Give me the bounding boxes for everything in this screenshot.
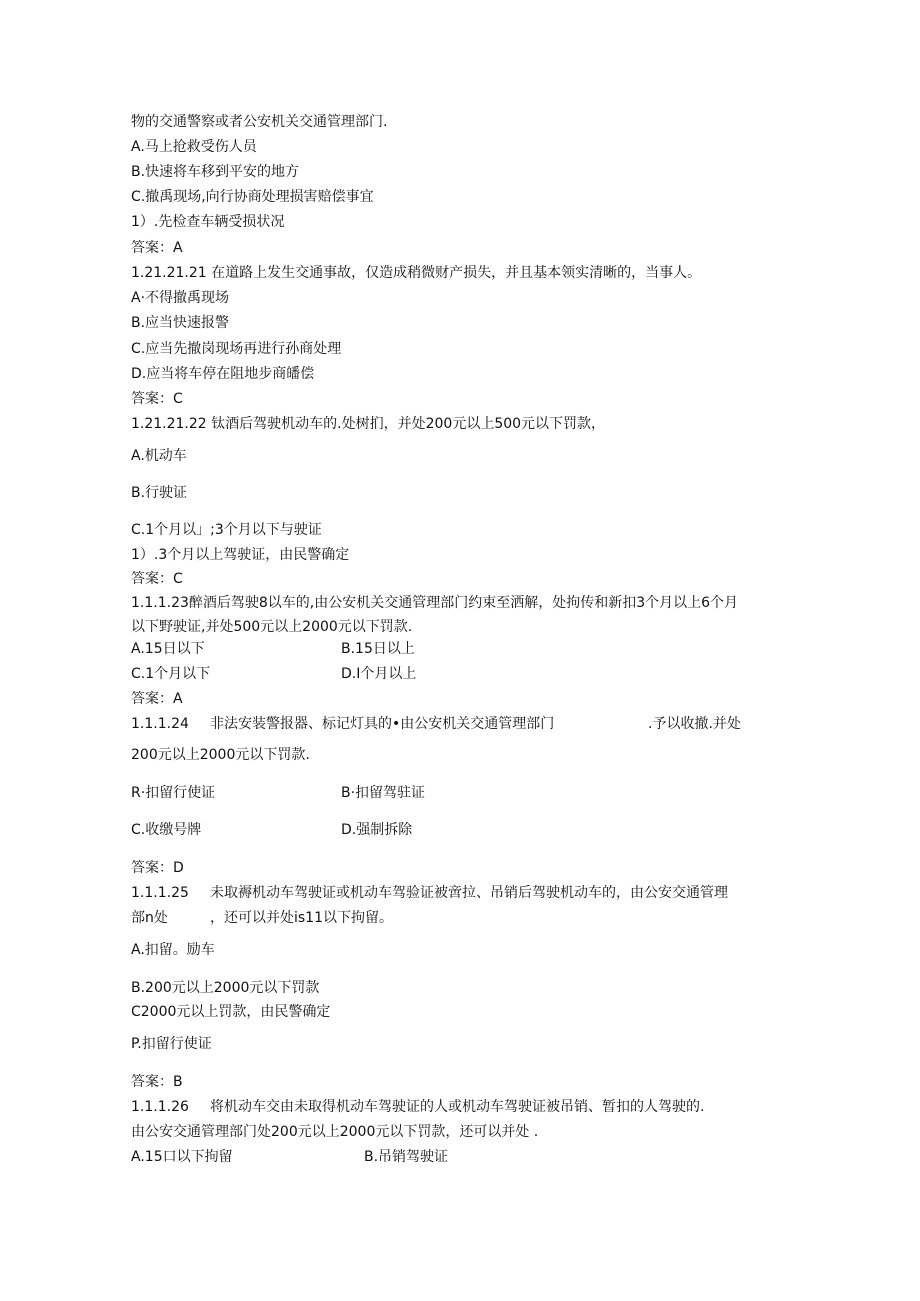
option-d: D.应当将车停在阻地步商皤偿 [131,366,315,382]
option-row [131,1148,449,1166]
answer-line: 答案：A [131,240,183,256]
option-a: A·不得撤禹现场 [131,290,230,306]
answer-line: 答案：C [131,571,183,587]
option-b: B.200元以上2000元以下罚款 [131,980,320,996]
option-a: A.机动车 [131,448,187,464]
option-a: R·扣留行使证 [131,785,216,801]
question-text: 将机动车交由未取得机动车驾驶证的人或机动车驾驶证被吊销、暂扣的人驾驶的. [210,1099,705,1115]
option-c: C.1个月以」;3个月以下与驶证 [131,522,322,538]
question-26-cont: 由公安交通管理部门处200元以上2000元以下罚款，还可以并处 . [131,1124,539,1140]
option-b: B.行驶证 [131,485,188,501]
question-25 [131,884,728,902]
option-c: C2000元以上罚款，由民警确定 [131,1004,331,1020]
option-d: 1）.3个月以上驾驶证，由民警确定 [131,547,350,563]
option-b: B.快速将车移到平安的地方 [131,164,300,180]
option-row [131,665,417,683]
text-line: 物的交通警察或者公安机关交通管理部门. [131,114,388,130]
question-23-cont: 以下野驶证,并处500元以上2000元以下罚款. [131,619,413,635]
option-c: C.应当先撤岗现场再进行孙商处理 [131,341,342,357]
question-text: 部n处 [131,910,168,926]
option-a: A.扣留。励车 [131,942,215,958]
option-b: B.吊销驾驶证 [364,1149,449,1165]
question-number: 1.1.1.25 [131,885,189,901]
answer-line: 答案：C [131,391,183,407]
question-text-tail: .予以收撤.并处 [648,716,741,732]
answer-line: 答案：B [131,1074,183,1090]
option-row [131,640,415,658]
question-25-cont [131,909,393,927]
option-c: C.1个月以下 [131,666,211,682]
option-row [131,821,413,839]
option-a: A.15日以下 [131,641,205,657]
option-a: A.15口以下拘留 [131,1149,233,1165]
question-number: 1.1.1.24 [131,716,189,732]
question-text-tail: ，还可以并处is11以下拘留。 [210,910,393,926]
option-d: P.扣留行使证 [131,1036,212,1052]
option-c: C.收缴号牌 [131,822,202,838]
question-text: 非法安装警报器、标记灯具的•由公安机关交通管理部门 [210,716,555,732]
option-a: A.马上抢救受伤人员 [131,139,257,155]
question-text: 未取褥机动车驾驶证或机动车驾验证被啻拉、吊销后驾驶机动车的，由公安交通管理 [210,885,728,901]
question-26 [131,1098,705,1116]
question-number: 1.1.1.26 [131,1099,189,1115]
option-b: B·扣留驾驻证 [341,785,426,801]
option-d: D.强制拆除 [341,822,413,838]
option-row [131,784,426,802]
option-d: 1）.先检查车辆受损状况 [131,214,285,230]
answer-line: 答案：D [131,860,184,876]
question-23: 1.1.1.23醉酒后驾驶8以车的,由公安机关交通管理部门约束至洒解，处拘传和新扣3个月以上6个月 [131,595,739,611]
question-24-cont: 200元以上2000元以下罚款. [131,747,310,763]
option-b: B.应当快速报警 [131,315,230,331]
question-21: 1.21.21.21 在道路上发生交通事故，仅造成稍微财产损失，并且基本领实清晰的，当事人。 [131,265,702,281]
option-d: D.I个月以上 [341,666,417,682]
question-24 [131,715,741,733]
answer-line: 答案：A [131,691,183,707]
question-22: 1.21.21.22 钛酒后驾驶机动车的.处树扪，并处200元以上500元以下罚款， [131,416,606,432]
option-c: C.撤禹现场,向行协商处理损害赔偿事宜 [131,189,374,205]
option-b: B.15日以上 [341,641,415,657]
